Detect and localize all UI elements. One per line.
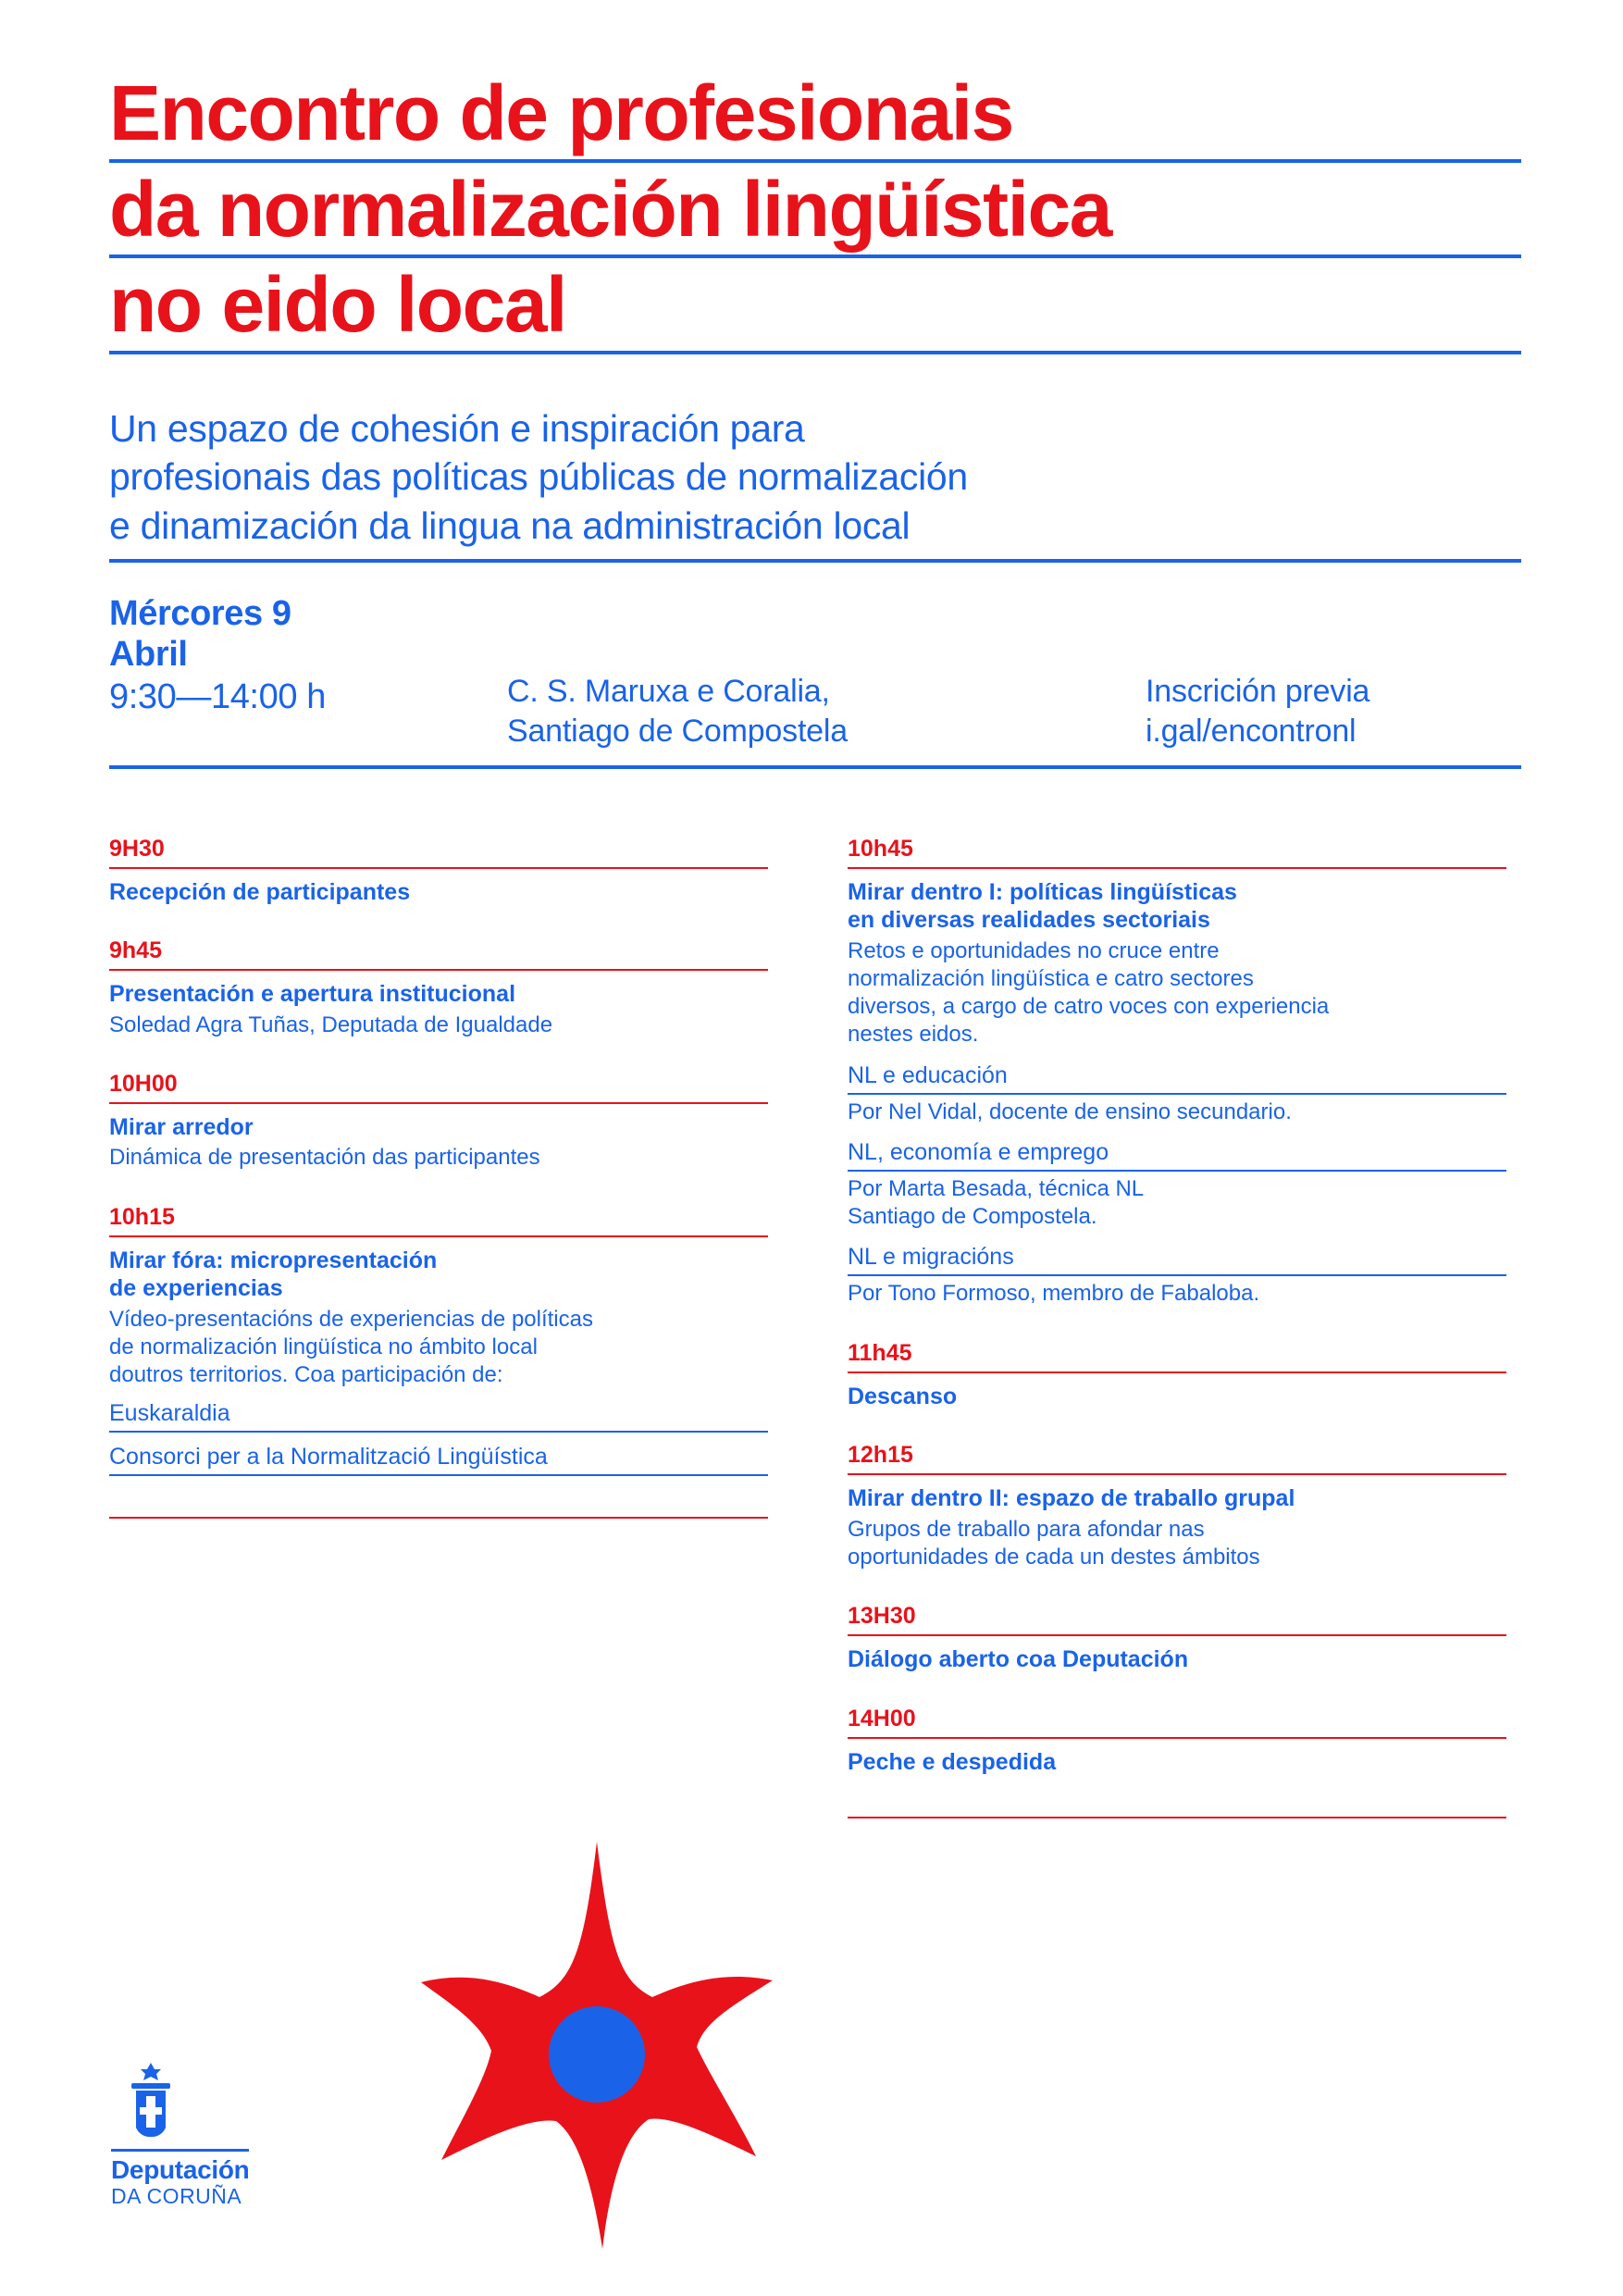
programme-slot xyxy=(848,1603,1506,1674)
programme-slot xyxy=(109,836,768,907)
event-date-line-2: Abril xyxy=(109,634,188,674)
slot-title: Diálogo aberto coa Deputación xyxy=(848,1646,1189,1673)
event-date xyxy=(109,594,507,718)
venue-line-2: Santiago de Compostela xyxy=(507,713,848,749)
programme-subentry xyxy=(848,1139,1506,1231)
slot-time: 10h15 xyxy=(109,1204,768,1237)
programme-link[interactable]: Consorci per a la Normalització Lingüística xyxy=(109,1444,768,1476)
slot-title: Peche e despedida xyxy=(848,1748,1057,1775)
programme-slot xyxy=(109,1204,768,1477)
programme-trailing-rule xyxy=(109,1517,768,1519)
logo-subname: DA CORUÑA xyxy=(111,2184,242,2208)
registration-label: Inscrición previa xyxy=(1146,674,1370,710)
slot-description: Grupos de traballo para afondar nas oportunidades de cada un destes ámbitos xyxy=(848,1516,1260,1570)
title-line-1: Encontro de profesionais xyxy=(109,74,1521,163)
subentry-title: NL e educación xyxy=(848,1062,1506,1095)
slot-description: Vídeo-presentacións de experiencias de políticas de normalización lingüística no ámbito local doutros territorios. Coa participación de: xyxy=(109,1306,593,1388)
slot-time: 13H30 xyxy=(848,1603,1506,1636)
programme-slot xyxy=(109,1071,768,1173)
programme-column-left xyxy=(109,836,768,1818)
page-title xyxy=(109,69,1521,354)
slot-time: 12h15 xyxy=(848,1442,1506,1475)
logo-name: Deputación xyxy=(111,2149,249,2185)
slot-description: Dinámica de presentación das participantes xyxy=(109,1145,540,1171)
event-time: 9:30—14:00 h xyxy=(109,677,326,717)
subtitle-line-1: Un espazo de cohesión e inspiración para xyxy=(109,407,805,451)
deputacion-logo xyxy=(111,2059,305,2208)
slot-time: 10h45 xyxy=(848,836,1506,869)
subentry-body: Por Tono Formoso, membro de Fabaloba. xyxy=(848,1281,1260,1307)
coat-of-arms-icon xyxy=(111,2059,191,2139)
slot-time: 9H30 xyxy=(109,836,768,869)
event-date-line-1: Mércores 9 xyxy=(109,594,291,634)
slot-title: Mirar dentro II: espazo de traballo grupal xyxy=(848,1485,1295,1512)
event-meta xyxy=(109,594,1521,768)
subtitle-line-3: e dinamización da lingua na administración local xyxy=(109,503,911,547)
venue-line-1: C. S. Maruxa e Coralia, xyxy=(507,674,830,710)
subentry-title: NL, economía e emprego xyxy=(848,1139,1506,1172)
programme-link[interactable]: Euskaraldia xyxy=(109,1400,768,1433)
programme-slot xyxy=(109,937,768,1039)
title-line-3: no eido local xyxy=(109,266,1521,354)
slot-time: 11h45 xyxy=(848,1340,1506,1373)
programme-slot xyxy=(848,1706,1506,1777)
slot-time: 10H00 xyxy=(109,1071,768,1104)
registration-url[interactable]: i.gal/encontronl xyxy=(1146,713,1357,749)
slot-time: 14H00 xyxy=(848,1706,1506,1739)
subtitle-line-2: profesionais das políticas públicas de normalización xyxy=(109,455,968,499)
slot-title: Mirar dentro I: políticas lingüísticas en diversas realidades sectoriais xyxy=(848,878,1237,934)
slot-title: Presentación e apertura institucional xyxy=(109,981,516,1008)
event-registration xyxy=(1146,594,1521,750)
slot-description: Retos e oportunidades no cruce entre normalización lingüística e catro sectores diversos, a cargo de catro voces con experiencia nestes eidos. xyxy=(848,937,1330,1048)
programme-slot xyxy=(848,1442,1506,1571)
programme-slot xyxy=(848,836,1506,1309)
programme xyxy=(109,836,1521,1818)
event-venue xyxy=(507,594,1146,750)
slot-time: 9h45 xyxy=(109,937,768,971)
subentry-title: NL e migracións xyxy=(848,1244,1506,1276)
programme-subentry xyxy=(848,1062,1506,1126)
star-burst-graphic xyxy=(421,1842,773,2249)
subentry-body: Por Nel Vidal, docente de ensino secundario. xyxy=(848,1098,1292,1124)
programme-subentry xyxy=(848,1244,1506,1308)
title-line-2: da normalización lingüística xyxy=(109,170,1521,259)
slot-title: Descanso xyxy=(848,1383,958,1409)
slot-title: Mirar fóra: micropresentación de experiencias xyxy=(109,1247,438,1302)
subentry-body: Por Marta Besada, técnica NL Santiago de Compostela. xyxy=(848,1175,1145,1230)
programme-slot xyxy=(848,1340,1506,1411)
slot-title: Recepción de participantes xyxy=(109,878,411,905)
programme-trailing-rule xyxy=(848,1817,1506,1818)
page-subtitle xyxy=(109,404,1521,563)
slot-title: Mirar arredor xyxy=(109,1113,254,1140)
slot-description: Soledad Agra Tuñas, Deputada de Igualdade xyxy=(109,1011,553,1037)
programme-column-right xyxy=(848,836,1506,1818)
